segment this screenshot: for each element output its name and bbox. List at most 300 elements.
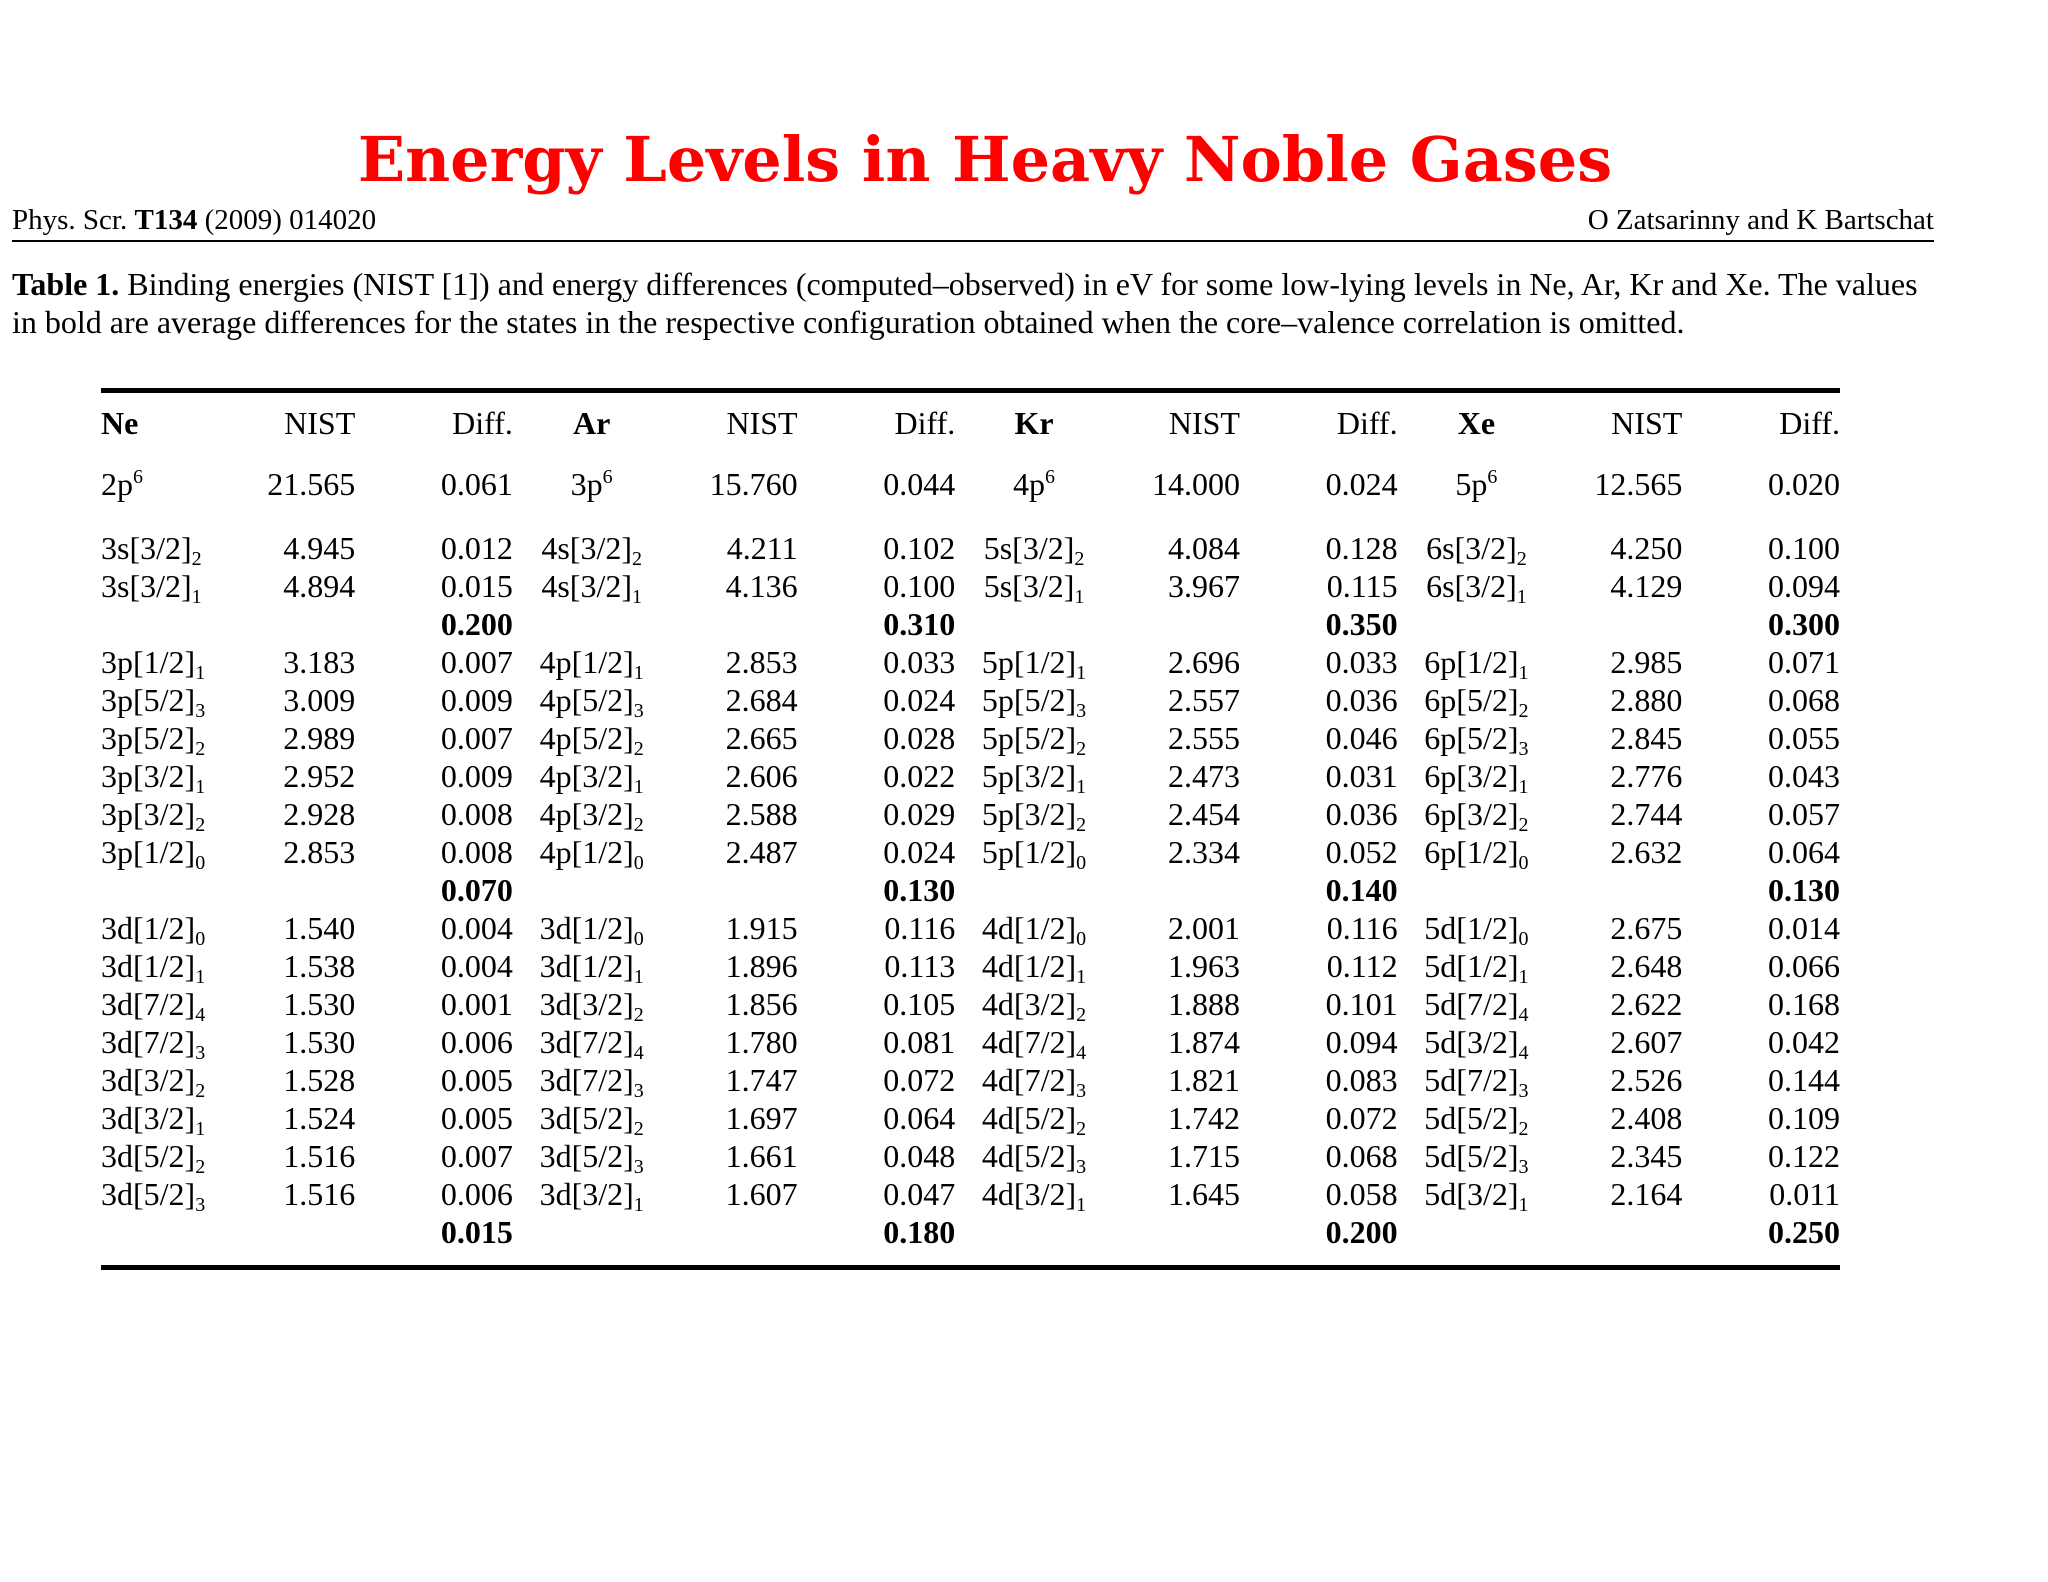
diff-value: 0.046 <box>1325 720 1398 756</box>
level-term: 3d[1/2] <box>101 948 196 984</box>
level-term: 4s[3/2] <box>541 530 632 566</box>
diff-value: 0.005 <box>440 1062 513 1098</box>
level-label <box>955 681 1113 722</box>
level-label <box>1398 757 1556 798</box>
level-occupancy: 6 <box>1487 466 1498 488</box>
level-label <box>955 719 1113 760</box>
empty-cell <box>1555 1213 1682 1251</box>
level-j: 2 <box>195 814 206 836</box>
empty-cell <box>1555 871 1682 909</box>
nist-value: 3.183 <box>283 644 356 680</box>
level-j: 0 <box>1518 852 1529 874</box>
nist-value: 1.856 <box>725 986 798 1022</box>
diff-value: 0.011 <box>1769 1176 1840 1212</box>
nist-value: 1.516 <box>283 1176 356 1212</box>
level-j: 3 <box>195 1194 206 1216</box>
level-j: 4 <box>195 1004 206 1026</box>
level-term: 5s[3/2] <box>983 530 1075 566</box>
level-label <box>101 947 233 988</box>
level-j: 1 <box>195 776 206 798</box>
empty-cell <box>1398 1213 1556 1251</box>
nist-value: 2.989 <box>283 720 356 756</box>
level-term: 3p[3/2] <box>101 796 196 832</box>
average-row <box>101 605 1840 643</box>
diff-value: 0.015 <box>440 568 513 604</box>
level-term: 3d[1/2] <box>539 948 634 984</box>
level-label <box>1398 453 1556 515</box>
nist-value: 1.607 <box>725 1176 798 1212</box>
header-element: Ne <box>101 405 139 441</box>
level-label <box>513 1099 671 1140</box>
nist-value: 2.880 <box>1610 682 1683 718</box>
level-term: 3d[1/2] <box>539 910 634 946</box>
level-label <box>101 719 233 760</box>
nist-value: 1.963 <box>1167 948 1240 984</box>
level-term: 6p[5/2] <box>1424 720 1519 756</box>
level-j: 1 <box>1076 1194 1087 1216</box>
nist-value: 1.715 <box>1167 1138 1240 1174</box>
level-term: 5p[1/2] <box>981 644 1077 680</box>
diff-value: 0.036 <box>1325 682 1398 718</box>
level-term: 3d[7/2] <box>101 986 196 1022</box>
nist-value: 4.894 <box>283 568 356 604</box>
nist-value: 2.776 <box>1610 758 1683 794</box>
journal-prefix: Phys. Scr. <box>12 204 135 236</box>
level-label <box>513 795 671 836</box>
nist-value: 1.530 <box>283 1024 356 1060</box>
energy-table <box>101 393 1840 1251</box>
nist-value: 1.888 <box>1167 986 1240 1022</box>
level-j: 1 <box>1518 662 1529 684</box>
level-label <box>101 985 233 1026</box>
table-row <box>101 1137 1840 1175</box>
empty-cell <box>1398 605 1556 643</box>
average-diff-value: 0.350 <box>1325 606 1398 642</box>
nist-value: 2.632 <box>1610 834 1683 870</box>
level-label <box>955 757 1113 798</box>
level-term: 4p[1/2] <box>539 644 634 680</box>
header-nist: NIST <box>284 405 356 441</box>
level-label <box>101 529 233 570</box>
level-j: 3 <box>1518 738 1529 760</box>
empty-cell <box>1398 871 1556 909</box>
level-term: 3s[3/2] <box>101 568 192 604</box>
nist-value: 2.845 <box>1610 720 1683 756</box>
average-diff-value: 0.300 <box>1768 606 1840 642</box>
level-label <box>101 795 233 836</box>
level-j: 3 <box>1076 1080 1087 1102</box>
level-j: 1 <box>191 586 202 608</box>
diff-value: 0.068 <box>1325 1138 1398 1174</box>
level-term: 3d[7/2] <box>539 1062 634 1098</box>
nist-value: 4.250 <box>1610 530 1683 566</box>
citation-rest: (2009) 014020 <box>197 204 377 236</box>
level-term: 3d[5/2] <box>101 1176 196 1212</box>
nist-value: 2.345 <box>1610 1138 1683 1174</box>
level-label <box>513 643 671 684</box>
level-term: 4p[3/2] <box>539 758 634 794</box>
level-j: 3 <box>195 700 206 722</box>
level-label <box>513 1175 671 1216</box>
level-j: 0 <box>1076 928 1087 950</box>
level-j: 2 <box>633 1118 644 1140</box>
nist-value: 2.473 <box>1167 758 1240 794</box>
level-term: 3p[5/2] <box>101 720 196 756</box>
level-label <box>1398 985 1556 1026</box>
level-label <box>101 1099 233 1140</box>
diff-value: 0.100 <box>883 568 956 604</box>
diff-value: 0.006 <box>440 1176 513 1212</box>
level-term: 3d[7/2] <box>101 1024 196 1060</box>
level-j: 0 <box>195 928 206 950</box>
level-term: 4p[3/2] <box>539 796 634 832</box>
page-title: Energy Levels in Heavy Noble Gases <box>357 123 1613 196</box>
level-term: 6p[3/2] <box>1424 796 1519 832</box>
running-head <box>12 200 1934 242</box>
table-row <box>101 643 1840 681</box>
level-j: 4 <box>1518 1042 1529 1064</box>
nist-value: 2.952 <box>283 758 356 794</box>
level-j: 3 <box>1076 700 1087 722</box>
nist-value: 1.540 <box>283 910 356 946</box>
level-j: 2 <box>1076 1118 1087 1140</box>
nist-value: 1.538 <box>283 948 356 984</box>
level-label <box>101 833 233 874</box>
level-label <box>955 947 1113 988</box>
level-term: 5p[5/2] <box>981 720 1077 756</box>
nist-value: 2.555 <box>1167 720 1240 756</box>
diff-value: 0.047 <box>883 1176 956 1212</box>
level-j: 2 <box>1076 814 1087 836</box>
level-j: 2 <box>632 548 642 570</box>
level-term: 4d[7/2] <box>981 1024 1077 1060</box>
nist-value: 1.896 <box>725 948 798 984</box>
header-diff: Diff. <box>1336 405 1398 441</box>
nist-value: 4.136 <box>725 568 798 604</box>
level-j: 3 <box>633 1156 644 1178</box>
level-j: 1 <box>633 662 644 684</box>
level-term: 5d[5/2] <box>1424 1138 1519 1174</box>
diff-value: 0.066 <box>1768 948 1840 984</box>
level-label <box>1398 1099 1556 1140</box>
nist-value: 2.853 <box>283 834 356 870</box>
level-term: 4s[3/2] <box>541 568 632 604</box>
nist-value: 2.985 <box>1610 644 1683 680</box>
level-label <box>513 719 671 760</box>
table-row <box>101 1099 1840 1137</box>
level-j: 1 <box>195 1118 206 1140</box>
nist-value: 2.164 <box>1610 1176 1683 1212</box>
level-j: 2 <box>1518 1118 1529 1140</box>
diff-value: 0.007 <box>440 720 513 756</box>
empty-cell <box>1113 605 1240 643</box>
header-element: Xe <box>1457 405 1496 441</box>
empty-cell <box>513 605 671 643</box>
nist-value: 1.742 <box>1167 1100 1240 1136</box>
level-label <box>513 909 671 950</box>
diff-value: 0.064 <box>883 1100 956 1136</box>
level-j: 3 <box>195 1042 206 1064</box>
level-label <box>1398 1175 1556 1216</box>
level-j: 1 <box>1518 776 1529 798</box>
nist-value: 1.780 <box>725 1024 798 1060</box>
level-j: 3 <box>1518 1080 1529 1102</box>
empty-cell <box>670 605 797 643</box>
nist-value: 4.129 <box>1610 568 1683 604</box>
diff-value: 0.100 <box>1768 530 1840 566</box>
diff-value: 0.115 <box>1326 568 1398 604</box>
level-term: 4p[5/2] <box>539 682 634 718</box>
diff-value: 0.109 <box>1768 1100 1840 1136</box>
diff-value: 0.112 <box>1326 948 1398 984</box>
nist-value: 2.557 <box>1167 682 1240 718</box>
diff-value: 0.168 <box>1768 986 1840 1022</box>
empty-cell <box>955 871 1113 909</box>
level-label <box>101 453 233 515</box>
diff-value: 0.012 <box>440 530 513 566</box>
level-occupancy: 6 <box>1045 466 1056 488</box>
level-j: 1 <box>633 1194 644 1216</box>
level-j: 2 <box>1518 700 1529 722</box>
level-occupancy: 6 <box>602 466 613 488</box>
nist-value: 4.945 <box>283 530 356 566</box>
level-term: 5p[3/2] <box>981 796 1077 832</box>
level-label <box>1398 681 1556 722</box>
level-label <box>955 567 1113 608</box>
diff-value: 0.006 <box>440 1024 513 1060</box>
diff-value: 0.101 <box>1325 986 1398 1022</box>
table-row <box>101 529 1840 567</box>
diff-value: 0.005 <box>440 1100 513 1136</box>
empty-cell <box>670 1213 797 1251</box>
spacer-row <box>101 515 1840 529</box>
average-diff-value: 0.140 <box>1325 872 1398 908</box>
empty-cell <box>513 871 671 909</box>
level-label <box>955 985 1113 1026</box>
diff-value: 0.024 <box>883 834 956 870</box>
average-diff-value: 0.130 <box>883 872 956 908</box>
caption-label: Table 1. <box>12 266 120 302</box>
level-j: 1 <box>1518 966 1529 988</box>
level-term: 6p[3/2] <box>1424 758 1519 794</box>
diff-value: 0.105 <box>883 986 956 1022</box>
empty-cell <box>101 605 233 643</box>
level-j: 3 <box>633 1080 644 1102</box>
level-term: 4d[5/2] <box>981 1138 1077 1174</box>
level-term: 6p[5/2] <box>1424 682 1519 718</box>
level-j: 0 <box>1076 852 1087 874</box>
nist-value: 1.645 <box>1167 1176 1240 1212</box>
level-term: 5d[5/2] <box>1424 1100 1519 1136</box>
level-j: 1 <box>1074 586 1085 608</box>
level-label <box>513 1061 671 1102</box>
diff-value: 0.081 <box>883 1024 956 1060</box>
authors: O Zatsarinny and K Bartschat <box>1587 204 1934 236</box>
level-term: 5p[1/2] <box>981 834 1077 870</box>
header-nist: NIST <box>1611 405 1683 441</box>
level-j: 2 <box>195 1156 206 1178</box>
level-term: 5d[1/2] <box>1424 910 1519 946</box>
nist-value: 1.874 <box>1167 1024 1240 1060</box>
level-label <box>1398 1137 1556 1178</box>
level-j: 3 <box>633 700 644 722</box>
level-j: 1 <box>1076 776 1087 798</box>
level-j: 4 <box>1076 1042 1087 1064</box>
level-term: 3d[5/2] <box>539 1138 634 1174</box>
diff-value: 0.009 <box>440 758 513 794</box>
level-j: 2 <box>195 738 206 760</box>
diff-value: 0.044 <box>883 466 956 502</box>
diff-value: 0.008 <box>440 796 513 832</box>
energy-table-container <box>101 388 1840 1270</box>
empty-cell <box>101 871 233 909</box>
table-row <box>101 567 1840 605</box>
nist-value: 1.821 <box>1167 1062 1240 1098</box>
diff-value: 0.028 <box>883 720 956 756</box>
level-config: 5p <box>1455 466 1488 502</box>
nist-value: 2.853 <box>725 644 798 680</box>
nist-value: 1.528 <box>283 1062 356 1098</box>
average-row <box>101 1213 1840 1251</box>
empty-cell <box>955 1213 1113 1251</box>
nist-value: 2.588 <box>725 796 798 832</box>
diff-value: 0.033 <box>883 644 956 680</box>
nist-value: 2.744 <box>1610 796 1683 832</box>
empty-cell <box>233 1213 355 1251</box>
diff-value: 0.057 <box>1768 796 1840 832</box>
average-diff-value: 0.250 <box>1768 1214 1840 1250</box>
diff-value: 0.072 <box>1325 1100 1398 1136</box>
level-label <box>101 1023 233 1064</box>
level-j: 2 <box>191 548 202 570</box>
level-label <box>1398 1023 1556 1064</box>
header-element: Ar <box>573 405 611 441</box>
level-term: 3d[3/2] <box>101 1062 196 1098</box>
level-term: 4d[7/2] <box>981 1062 1077 1098</box>
level-label <box>1398 909 1556 950</box>
nist-value: 1.915 <box>725 910 798 946</box>
level-j: 0 <box>1518 928 1529 950</box>
nist-value: 2.454 <box>1167 796 1240 832</box>
level-term: 3d[3/2] <box>539 986 634 1022</box>
table-row <box>101 795 1840 833</box>
level-label <box>1398 947 1556 988</box>
level-label <box>1398 795 1556 836</box>
level-label <box>1398 529 1556 570</box>
level-j: 3 <box>1076 1156 1087 1178</box>
level-label <box>101 1175 233 1216</box>
diff-value: 0.061 <box>440 466 513 502</box>
level-label <box>101 1061 233 1102</box>
level-term: 5d[3/2] <box>1424 1024 1519 1060</box>
diff-value: 0.116 <box>1326 910 1398 946</box>
average-row <box>101 871 1840 909</box>
diff-value: 0.048 <box>883 1138 956 1174</box>
header-nist: NIST <box>1168 405 1240 441</box>
nist-value: 2.487 <box>725 834 798 870</box>
level-term: 5p[5/2] <box>981 682 1077 718</box>
table-row <box>101 1175 1840 1213</box>
header-diff: Diff. <box>894 405 956 441</box>
diff-value: 0.033 <box>1325 644 1398 680</box>
table-row <box>101 1061 1840 1099</box>
average-diff-value: 0.200 <box>440 606 513 642</box>
empty-cell <box>1113 871 1240 909</box>
level-config: 3p <box>570 466 603 502</box>
level-j: 1 <box>1076 966 1087 988</box>
level-j: 0 <box>633 852 644 874</box>
header-diff: Diff. <box>1779 405 1840 441</box>
level-label <box>101 681 233 722</box>
level-j: 1 <box>633 966 644 988</box>
level-label <box>513 1137 671 1178</box>
nist-value: 4.084 <box>1167 530 1240 566</box>
level-term: 5s[3/2] <box>983 568 1075 604</box>
table-row <box>101 1023 1840 1061</box>
level-term: 6p[1/2] <box>1424 644 1519 680</box>
diff-value: 0.094 <box>1325 1024 1398 1060</box>
nist-value: 3.967 <box>1167 568 1240 604</box>
diff-value: 0.068 <box>1768 682 1840 718</box>
level-term: 3p[1/2] <box>101 644 196 680</box>
level-term: 6s[3/2] <box>1426 530 1517 566</box>
level-label <box>955 909 1113 950</box>
nist-value: 14.000 <box>1151 466 1240 502</box>
diff-value: 0.055 <box>1768 720 1840 756</box>
nist-value: 2.622 <box>1610 986 1683 1022</box>
diff-value: 0.128 <box>1325 530 1398 566</box>
table-row <box>101 833 1840 871</box>
level-j: 4 <box>633 1042 644 1064</box>
header-nist: NIST <box>726 405 798 441</box>
level-j: 2 <box>633 1004 644 1026</box>
nist-value: 2.665 <box>725 720 798 756</box>
level-label <box>955 643 1113 684</box>
level-term: 3p[3/2] <box>101 758 196 794</box>
nist-value: 21.565 <box>267 466 356 502</box>
diff-value: 0.058 <box>1325 1176 1398 1212</box>
diff-value: 0.036 <box>1325 796 1398 832</box>
level-label <box>101 1137 233 1178</box>
level-label <box>101 757 233 798</box>
average-diff-value: 0.070 <box>440 872 513 908</box>
level-term: 4d[1/2] <box>981 948 1077 984</box>
level-label <box>513 529 671 570</box>
level-j: 3 <box>1518 1156 1529 1178</box>
diff-value: 0.031 <box>1325 758 1398 794</box>
diff-value: 0.007 <box>440 1138 513 1174</box>
level-label <box>513 567 671 608</box>
empty-cell <box>1555 605 1682 643</box>
nist-value: 1.530 <box>283 986 356 1022</box>
level-label <box>1398 567 1556 608</box>
journal-citation <box>12 200 376 240</box>
nist-value: 2.408 <box>1610 1100 1683 1136</box>
level-j: 1 <box>1518 1194 1529 1216</box>
level-j: 0 <box>195 852 206 874</box>
nist-value: 1.524 <box>283 1100 356 1136</box>
average-diff-value: 0.180 <box>883 1214 956 1250</box>
level-term: 3d[3/2] <box>539 1176 634 1212</box>
level-term: 3d[1/2] <box>101 910 196 946</box>
diff-value: 0.043 <box>1768 758 1840 794</box>
level-term: 5d[1/2] <box>1424 948 1519 984</box>
table-row <box>101 757 1840 795</box>
level-term: 3s[3/2] <box>101 530 192 566</box>
diff-value: 0.008 <box>440 834 513 870</box>
level-term: 3d[5/2] <box>101 1138 196 1174</box>
nist-value: 2.684 <box>725 682 798 718</box>
